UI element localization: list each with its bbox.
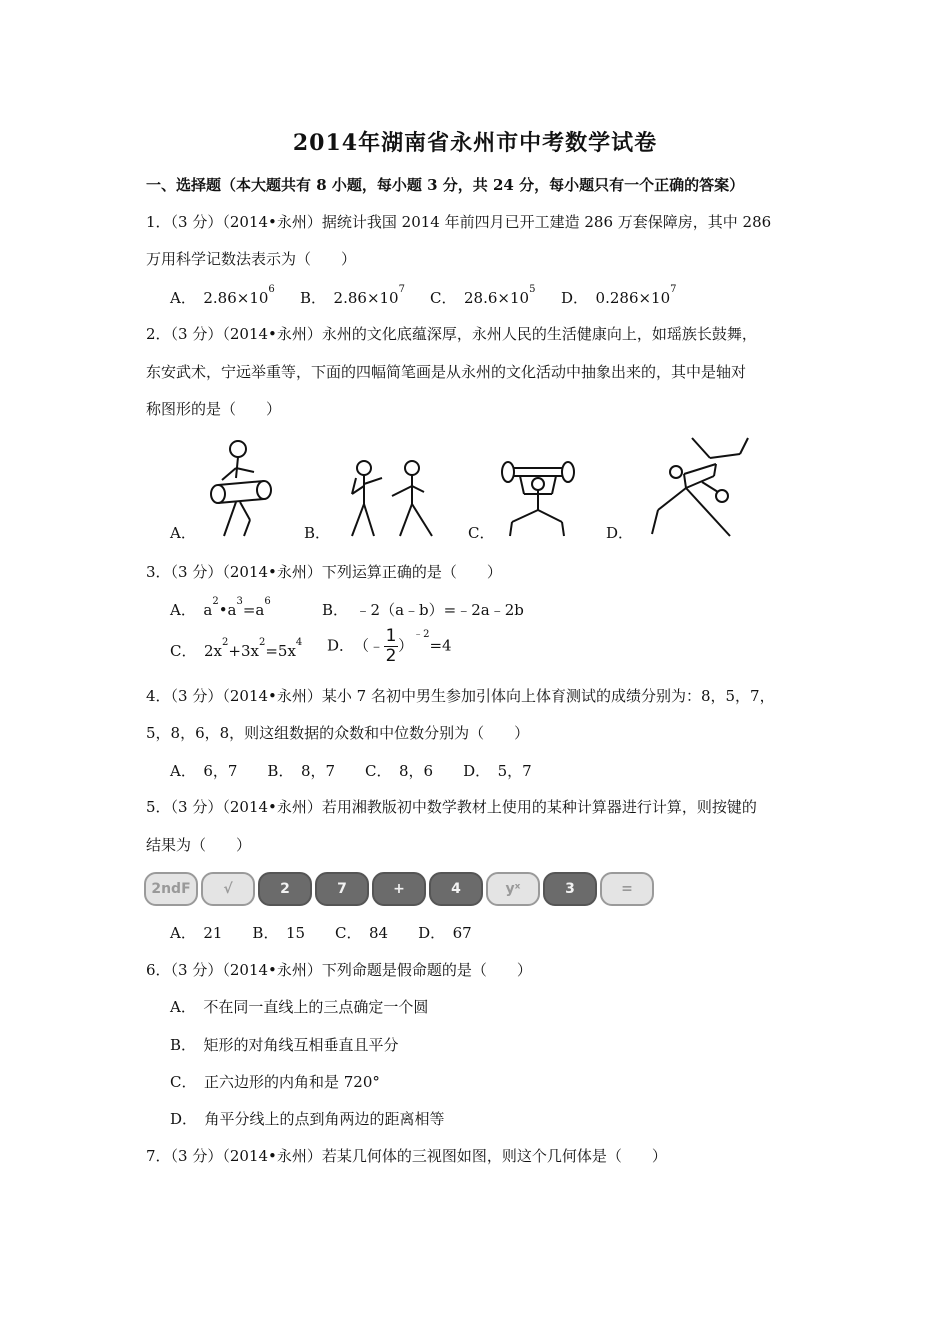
calculator-key-equals: = [600,872,654,906]
stick-figure-drummer [200,436,280,540]
calculator-key-sqrt: √ [201,872,255,906]
question-3-line-1: 3．（3 分）（2014•永州）下列运算正确的是（ ） [146,563,502,581]
q3-option-a: A． $a^2•a^3=a^6$ [170,596,271,619]
question-5-line-1: 5．（3 分）（2014•永州）若用湘教版初中数学教材上使用的某种计算器进行计算，则按键的 [146,798,757,816]
calculator-key-power: yˣ [486,872,540,906]
q3-option-c: C． $2x^2+3x^2=5x^4$ [170,637,303,660]
question-2-line-2: 东安武术，宁远举重等，下面的四幅简笔画是从永州的文化活动中抽象出来的，其中是轴对 [146,363,747,381]
question-2-line-1: 2．（3 分）（2014•永州）永州的文化底蕴深厚，永州人民的生活健康向上，如瑶族长鼓舞， [146,325,757,343]
q3-option-d: D． （﹣ $\frac{1}{2}$ ）$^{﹣2}$=4 [327,626,452,666]
question-1-line-1: 1．（3 分）（2014•永州）据统计我国 2014 年前四月已开工建造 286 万套保障房，其中 286 [146,213,772,231]
question-2-line-3: 称图形的是（ ） [146,400,282,418]
q5-options: A． 21 B． 15 C． 84 D． 67 [170,924,472,942]
page-title: 2014年湖南省永州市中考数学试卷 [292,130,658,156]
question-1-line-2: 万用科学记数法表示为（ ） [146,250,357,268]
q4-options: A． 6，7 B． 8，7 C． 8，6 D． 5，7 [170,762,532,780]
q6-option-c: C． 正六边形的内角和是 720° [170,1073,380,1091]
question-6-line-1: 6．（3 分）（2014•永州）下列命题是假命题的是（ ） [146,961,532,979]
q6-option-b: B． 矩形的对角线互相垂直且平分 [170,1036,399,1054]
stick-figure-long-drum-dancer [640,436,752,540]
stick-figure-weightlifter [498,460,580,540]
question-7-line-1: 7．（3 分）（2014•永州）若某几何体的三视图如图，则这个几何体是（ ） [146,1147,667,1165]
q3-option-b: B． ﹣2（a﹣b）=﹣2a﹣2b [322,601,524,619]
question-5-line-2: 结果为（ ） [146,836,252,854]
calculator-key-plus: + [372,872,426,906]
q2-option-c-label: C． [468,524,495,542]
question-4-line-2: 5，8，6，8，则这组数据的众数和中位数分别为（ ） [146,724,530,742]
section-heading: 一、选择题（本大题共有 8 小题，每小题 3 分，共 24 分，每小题只有一个正确的答案） [146,176,745,194]
calculator-key-2: 2 [258,872,312,906]
calculator-key-2ndf: 2ndF [144,872,198,906]
q1-option-b: B． $2.86\times 10^7$ [300,284,405,307]
q1-option-a: A． $2.86\times 10^6$ [170,284,275,307]
q2-option-b-label: B． [304,524,331,542]
q1-option-c: C． $28.6\times 10^5$ [430,284,536,307]
question-4-line-1: 4．（3 分）（2014•永州）某小 7 名初中男生参加引体向上体育测试的成绩分别为：8，5，7， [146,687,775,705]
q6-option-d: D． 角平分线上的点到角两边的距离相等 [170,1110,445,1128]
q2-option-d-label: D． [606,524,634,542]
stick-figure-martial-arts [336,456,440,540]
calculator-key-3: 3 [543,872,597,906]
q1-option-d: D． $0.286\times 10^7$ [561,284,677,307]
q6-option-a: A． 不在同一直线上的三点确定一个圆 [170,998,429,1016]
calculator-key-7: 7 [315,872,369,906]
q2-option-a-label: A． [170,524,196,542]
calculator-key-4: 4 [429,872,483,906]
fraction-one-half: $\frac{1}{2}$ [385,626,397,666]
